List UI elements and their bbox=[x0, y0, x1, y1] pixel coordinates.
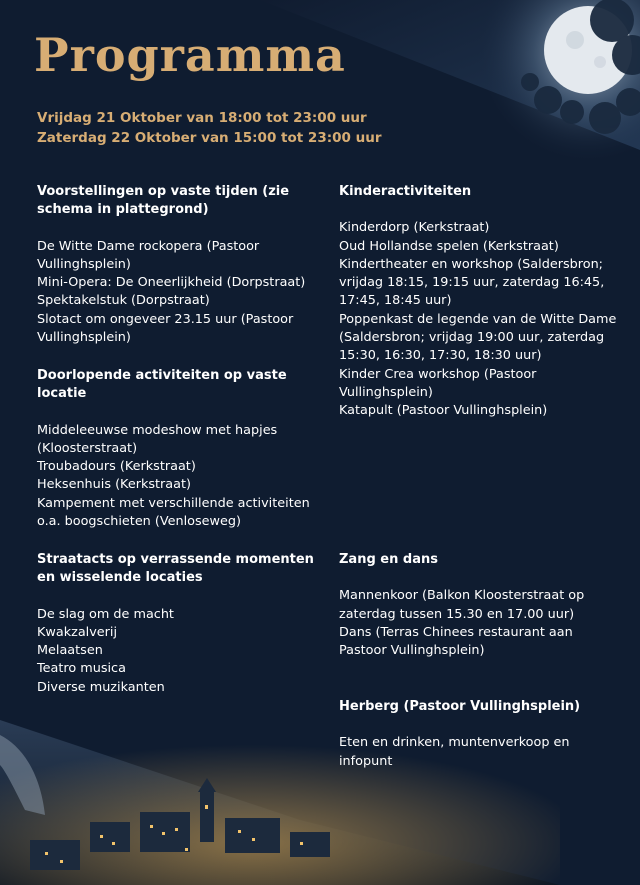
activity-list bbox=[339, 219, 624, 420]
list-item: De slag om de macht bbox=[37, 606, 174, 622]
list-item: Kwakzalverij bbox=[37, 624, 118, 640]
date-friday: Vrijdag 21 Oktober van 18:00 tot 23:00 uur bbox=[37, 110, 367, 126]
list-item: Oud Hollandse spelen (Kerkstraat) bbox=[339, 238, 559, 254]
list-item: Dans (Terras Chinees restaurant aan Pastoor Vullinghsplein) bbox=[339, 624, 573, 659]
list-item: Kinderdorp (Kerkstraat) bbox=[339, 220, 490, 236]
page-title: Programma bbox=[34, 28, 346, 82]
herberg-text: Eten en drinken, muntenverkoop en infopunt bbox=[339, 735, 570, 769]
list-item: Mini-Opera: De Oneerlijkheid (Dorpstraat) bbox=[37, 275, 306, 291]
list-item: De Witte Dame rockopera (Pastoor Vullinghsplein) bbox=[37, 238, 260, 272]
list-item: Melaatsen bbox=[37, 643, 103, 659]
list-item: Kindertheater en workshop (Saldersbron; vrijdag 18:15, 19:15 uur, zaterdag 16:45, 17:45, 18:45 uur) bbox=[339, 256, 605, 309]
list-item: Mannenkoor (Balkon Kloosterstraat op zaterdag tussen 15.30 en 17.00 uur) bbox=[339, 588, 585, 622]
section-heading: Voorstellingen op vaste tijden (zie schema in plattegrond) bbox=[37, 184, 290, 218]
section-heading: Zang en dans bbox=[339, 552, 438, 567]
list-item: Middeleeuwse modeshow met hapjes (Kloosterstraat) bbox=[37, 422, 278, 456]
list-item: Teatro musica bbox=[37, 661, 126, 677]
activity-list bbox=[37, 422, 322, 532]
list-item: Poppenkast de legende van de Witte Dame (Saldersbron; vrijdag 19:00 uur, zaterdag 15:30, 16:30, 17:30, 18:30 uur) bbox=[339, 311, 617, 364]
section-heading: Doorlopende activiteiten op vaste locatie bbox=[37, 368, 287, 402]
activity-list bbox=[339, 587, 624, 660]
section-straatacts bbox=[37, 551, 322, 697]
event-dates bbox=[37, 108, 381, 148]
section-heading: Kinderactiviteiten bbox=[339, 184, 472, 199]
section-kinderactiviteiten bbox=[339, 183, 624, 421]
section-herberg bbox=[339, 698, 624, 771]
section-heading: Straatacts op verrassende momenten en wisselende locaties bbox=[37, 552, 314, 586]
date-saturday: Zaterdag 22 Oktober van 15:00 tot 23:00 uur bbox=[37, 130, 382, 146]
section-vaste-tijden bbox=[37, 183, 322, 347]
list-item: Spektakelstuk (Dorpstraat) bbox=[37, 293, 210, 309]
section-vaste-locatie bbox=[37, 367, 322, 531]
list-item: Heksenhuis (Kerkstraat) bbox=[37, 477, 191, 493]
list-item: Kampement met verschillende activiteiten o.a. boogschieten (Venloseweg) bbox=[37, 495, 310, 530]
list-item: Slotact om ongeveer 23.15 uur (Pastoor Vullinghsplein) bbox=[37, 311, 294, 346]
list-item: Diverse muzikanten bbox=[37, 679, 165, 695]
activity-list bbox=[37, 606, 322, 697]
section-zang-en-dans bbox=[339, 551, 624, 660]
activity-list bbox=[37, 238, 322, 348]
list-item: Troubadours (Kerkstraat) bbox=[37, 459, 196, 475]
list-item: Katapult (Pastoor Vullinghsplein) bbox=[339, 403, 548, 419]
list-item: Kinder Crea workshop (Pastoor Vullinghsplein) bbox=[339, 366, 537, 400]
section-heading: Herberg (Pastoor Vullinghsplein) bbox=[339, 699, 581, 714]
